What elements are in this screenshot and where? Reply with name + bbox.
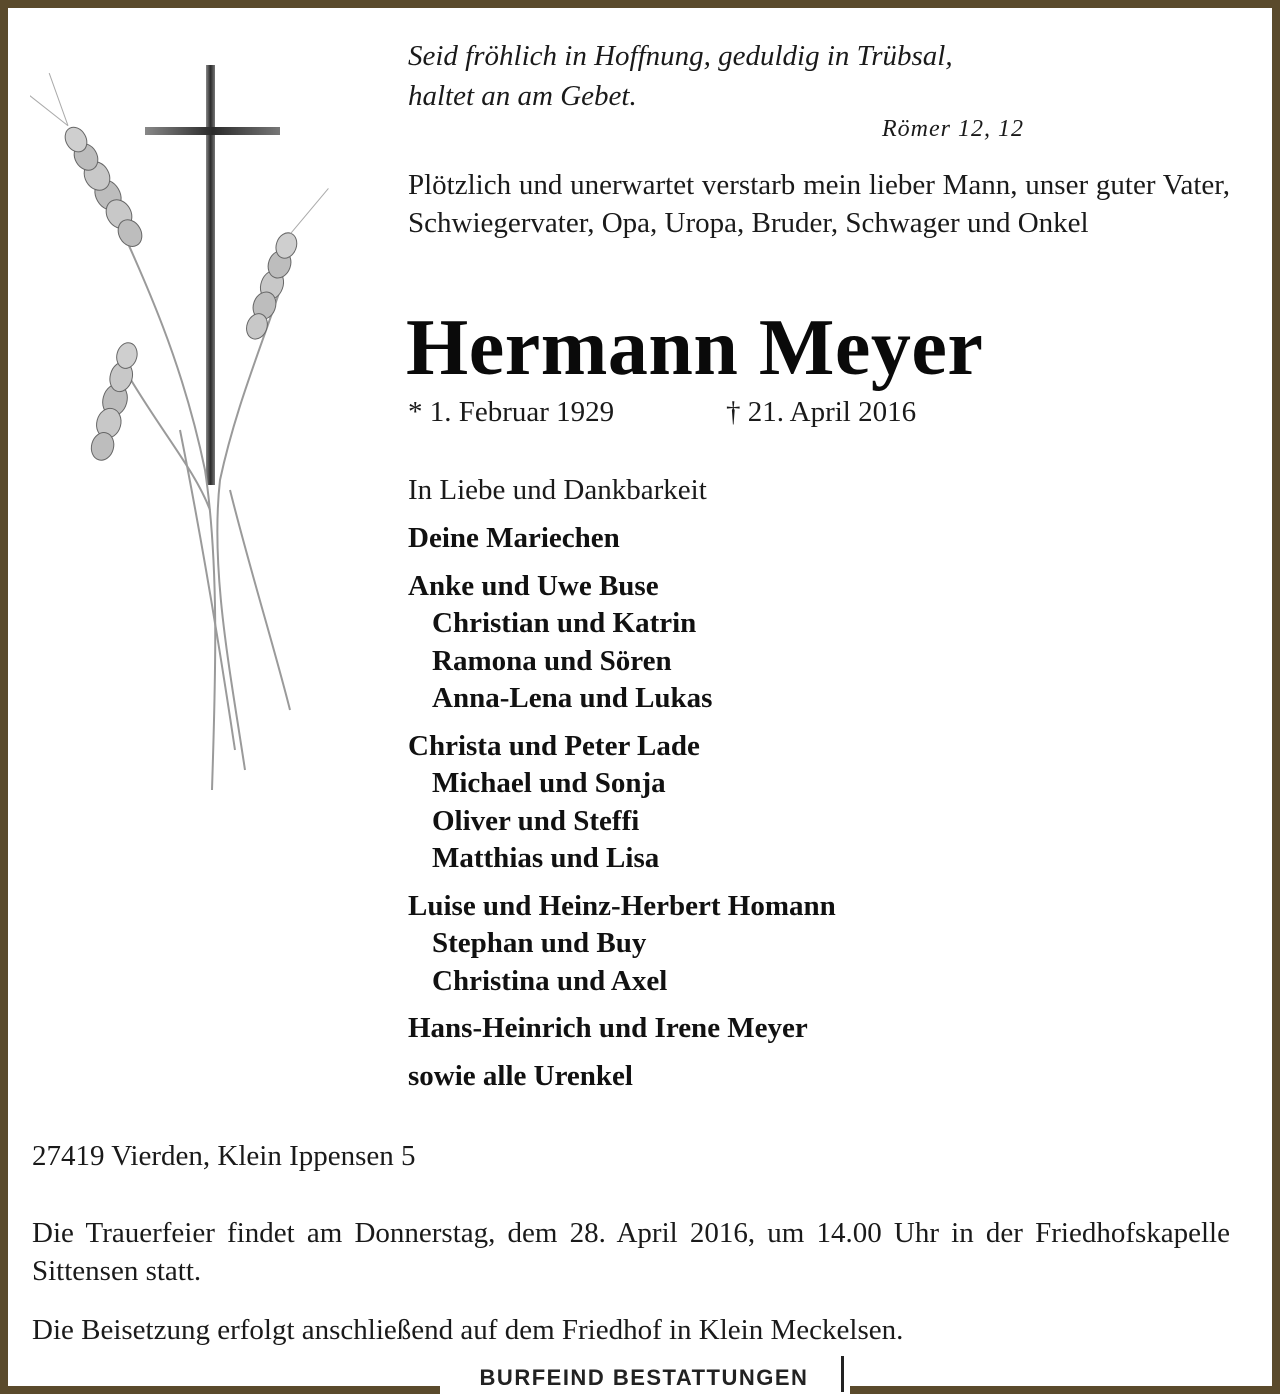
verse-line: haltet an am Gebet. xyxy=(408,80,637,112)
logo-bar xyxy=(841,1356,844,1392)
frame-bottom-right xyxy=(850,1386,1280,1394)
wheat-ear-icon xyxy=(87,340,141,463)
wheat-stems xyxy=(90,160,290,790)
funeral-home-logo xyxy=(446,1362,842,1394)
life-dates xyxy=(408,394,1008,430)
family-group xyxy=(408,728,1228,878)
birth-date: * 1. Februar 1929 xyxy=(408,396,615,428)
family-head: Christa und Peter Lade xyxy=(408,729,700,762)
family-member: Oliver und Steffi xyxy=(432,804,640,837)
family-member: Ramona und Sören xyxy=(432,644,672,677)
family-member: Christina und Axel xyxy=(432,964,668,997)
family-group xyxy=(408,1058,1228,1096)
cross-icon xyxy=(145,65,280,485)
funeral-service-text: Die Trauerfeier findet am Donnerstag, dem 28. April 2016, um 14.00 Uhr in der Friedhofskapelle Sittensen statt. xyxy=(32,1217,1230,1287)
family-member: Christian und Katrin xyxy=(432,607,697,639)
death-date: † 21. April 2016 xyxy=(726,396,917,428)
family-list xyxy=(408,520,1228,1105)
family-group xyxy=(408,520,1228,558)
wheat-ear-icon xyxy=(242,178,328,346)
deceased-name: Hermann Meyer xyxy=(406,304,984,392)
family-head: Anke und Uwe Buse xyxy=(408,569,659,602)
frame-bottom-left xyxy=(0,1386,440,1394)
wheat-ear-icon xyxy=(30,72,147,255)
address: 27419 Vierden, Klein Ippensen 5 xyxy=(32,1140,416,1172)
family-head: Luise und Heinz-Herbert Homann xyxy=(408,889,836,922)
verse-reference: Römer 12, 12 xyxy=(882,116,1024,142)
family-head: sowie alle Urenkel xyxy=(408,1059,633,1092)
burial-text: Die Beisetzung erfolgt anschließend auf dem Friedhof in Klein Meckelsen. xyxy=(32,1314,904,1346)
family-head: Hans-Heinrich und Irene Meyer xyxy=(408,1012,808,1044)
family-member: Anna-Lena und Lukas xyxy=(432,682,713,714)
closing-phrase: In Liebe und Dankbarkeit xyxy=(408,474,707,506)
family-group xyxy=(408,888,1228,1001)
family-head: Deine Mariechen xyxy=(408,522,620,554)
verse-line: Seid fröhlich in Hoffnung, geduldig in Trübsal, xyxy=(408,40,953,72)
bible-verse xyxy=(408,36,1108,116)
family-member: Michael und Sonja xyxy=(432,767,666,799)
family-group xyxy=(408,1010,1228,1048)
intro-text: Plötzlich und unerwartet verstarb mein lieber Mann, unser guter Vater, Schwiegervater, Opa, Uropa, Bruder, Schwager und Onkel xyxy=(408,169,1230,239)
family-member: Stephan und Buy xyxy=(432,927,647,959)
family-member: Matthias und Lisa xyxy=(432,842,660,874)
family-group xyxy=(408,568,1228,718)
cross-wheat-illustration xyxy=(30,50,330,810)
funeral-home-name: BURFEIND BESTATTUNGEN xyxy=(479,1365,809,1390)
